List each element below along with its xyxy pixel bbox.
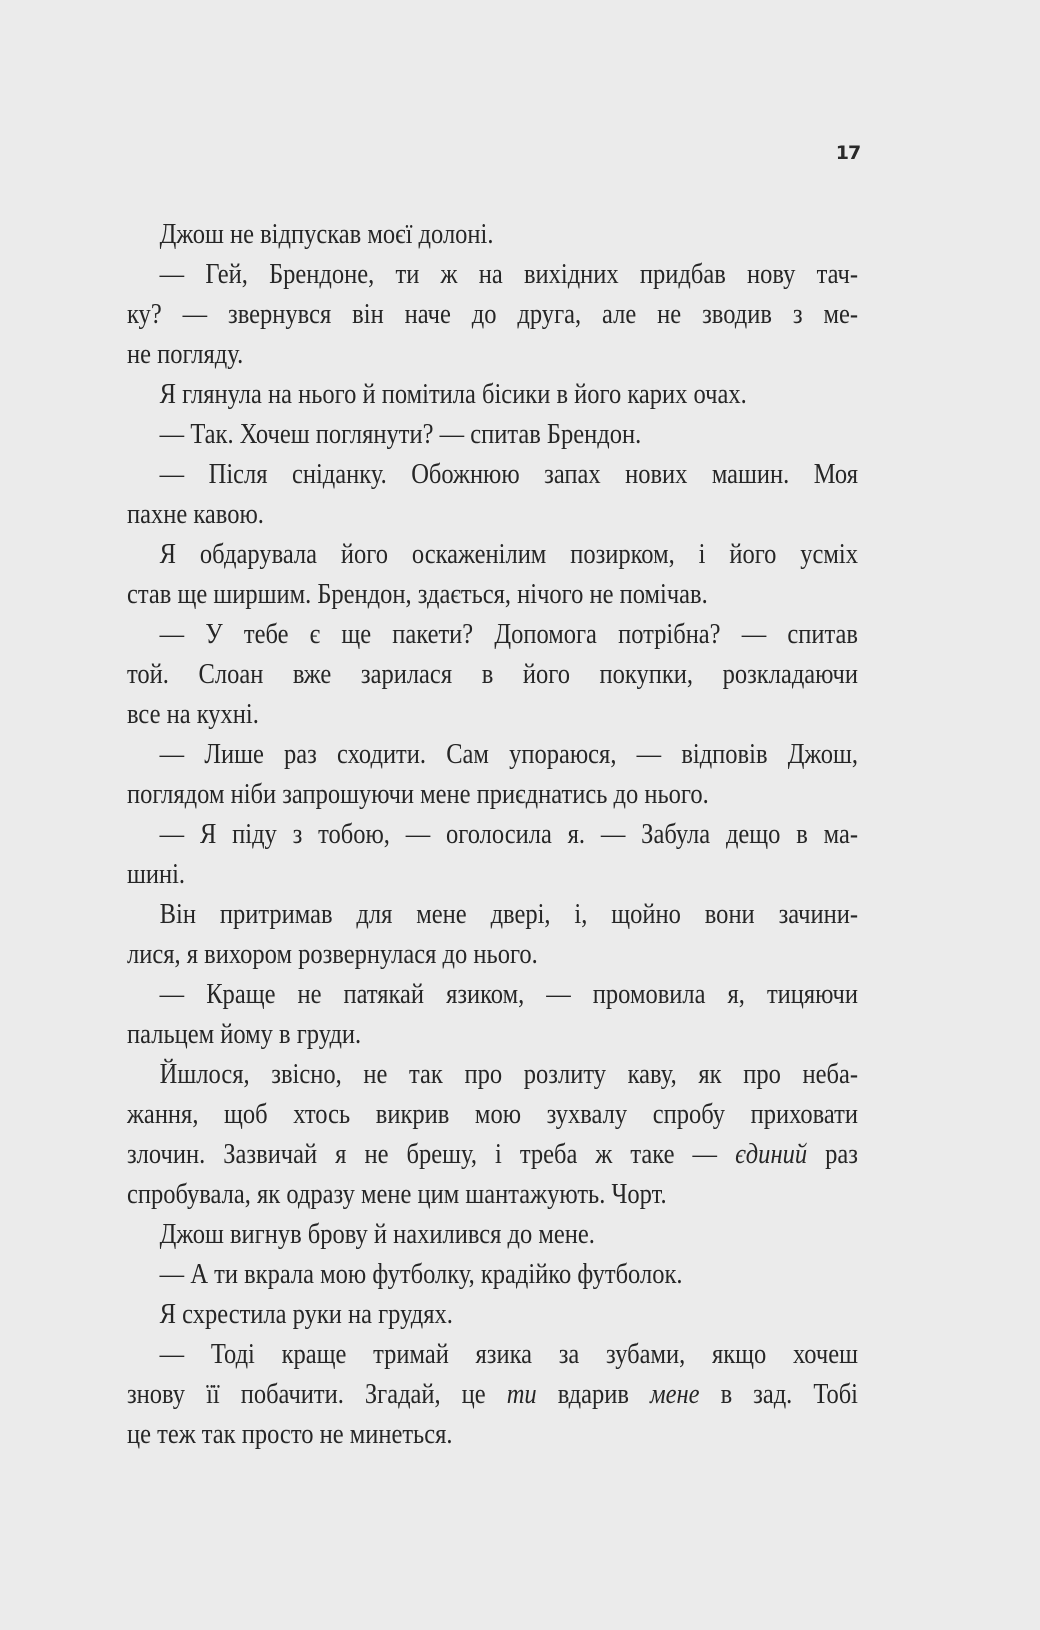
text-segment: раз bbox=[807, 1139, 858, 1170]
text-line: — Після сніданку. Обожнюю запах нових машин. Моя bbox=[159, 459, 858, 490]
text-line: — Так. Хочеш поглянути? — спитав Брендон. bbox=[159, 419, 642, 450]
text-line: пальцем йому в груди. bbox=[127, 1019, 362, 1050]
text-segment: в зад. Тобі bbox=[699, 1379, 858, 1410]
text-line: спробувала, як одразу мене цим шантажують. Чорт. bbox=[127, 1179, 667, 1210]
text-segment: знову її побачити. Згадай, це bbox=[127, 1379, 507, 1410]
text-line: Йшлося, звісно, не так про розлиту каву, як про неба- bbox=[159, 1059, 858, 1090]
text-line: — У тебе є ще пакети? Допомога потрібна? — спитав bbox=[159, 619, 858, 650]
emphasis-text: мене bbox=[649, 1379, 700, 1410]
text-line: Я обдарувала його оскаженілим позирком, і його усміх bbox=[159, 539, 858, 570]
text-line: ку? — звернувся він наче до друга, але не зводив з ме- bbox=[127, 299, 858, 330]
text-line: — А ти вкрала мою футболку, крадійко футболок. bbox=[159, 1259, 683, 1290]
text-line: пахне кавою. bbox=[127, 499, 264, 530]
emphasis-text: єдиний bbox=[735, 1139, 808, 1170]
text-line: не погляду. bbox=[127, 339, 244, 370]
text-line bbox=[127, 1375, 858, 1415]
text-line: Він притримав для мене двері, і, щойно вони зачини- bbox=[159, 899, 858, 930]
text-line: — Лише раз сходити. Сам упораюся, — відповів Джош, bbox=[159, 739, 858, 770]
text-line: Джош не відпускав моєї долоні. bbox=[159, 219, 494, 250]
text-line: — Гей, Брендоне, ти ж на вихідних придбав нову тач- bbox=[159, 259, 858, 290]
page-number: 17 bbox=[835, 142, 861, 164]
body-text bbox=[127, 215, 858, 1455]
text-segment: вдарив bbox=[536, 1379, 650, 1410]
text-line: Я схрестила руки на грудях. bbox=[159, 1299, 453, 1330]
text-line: поглядом ніби запрошуючи мене приєднатись до нього. bbox=[127, 779, 709, 810]
text-line: той. Слоан вже зарилася в його покупки, розкладаючи bbox=[127, 659, 858, 690]
text-line: Я глянула на нього й помітила бісики в його карих очах. bbox=[159, 379, 747, 410]
text-segment: злочин. Зазвичай я не брешу, і треба ж таке — bbox=[127, 1139, 736, 1170]
text-line: — Краще не патякай язиком, — промовила я, тицяючи bbox=[159, 979, 858, 1010]
text-line: шині. bbox=[127, 859, 186, 890]
text-line: — Я піду з тобою, — оголосила я. — Забула дещо в ма- bbox=[159, 819, 858, 850]
text-line: Джош вигнув брову й нахилився до мене. bbox=[159, 1219, 595, 1250]
text-line: лися, я вихором розвернулася до нього. bbox=[127, 939, 538, 970]
text-line: жання, щоб хтось викрив мою зухвалу спробу приховати bbox=[127, 1099, 858, 1130]
emphasis-text: ти bbox=[506, 1379, 537, 1410]
text-line: став ще ширшим. Брендон, здається, нічого не помічав. bbox=[127, 579, 708, 610]
text-line bbox=[127, 1135, 858, 1175]
text-line: все на кухні. bbox=[127, 699, 259, 730]
text-line: — Тоді краще тримай язика за зубами, якщо хочеш bbox=[159, 1339, 858, 1370]
text-line: це теж так просто не минеться. bbox=[127, 1419, 453, 1450]
